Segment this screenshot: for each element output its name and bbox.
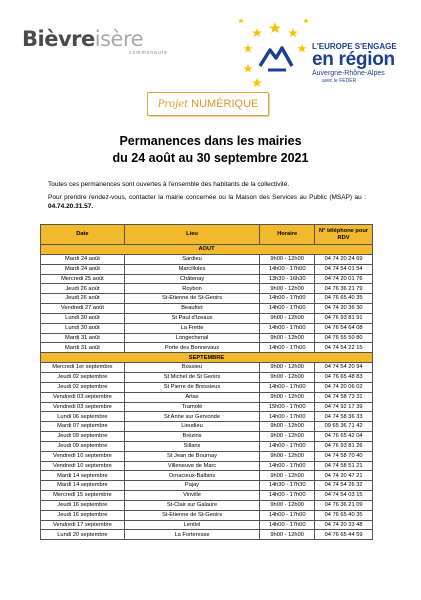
cell-horaire: 14h00 - 17h00	[260, 294, 315, 304]
table-row	[41, 284, 373, 294]
cell-tel: 04 76 93 81 91	[315, 313, 373, 323]
cell-lieu: St-Clair sur Galaure	[124, 500, 259, 510]
table-row	[41, 500, 373, 510]
logo-subtitle: communauté	[129, 50, 168, 56]
bievre-isere-logo	[22, 28, 182, 62]
table-row	[41, 313, 373, 323]
cell-lieu: Porte des Bonnevaux	[124, 343, 259, 353]
table-row	[41, 441, 373, 451]
cell-tel: 04 76 65 44 59	[315, 530, 373, 540]
en-region-text: en région	[312, 49, 395, 70]
table-row	[41, 274, 373, 284]
page-title-line2: du 24 août au 30 septembre 2021	[112, 151, 309, 165]
table-body	[41, 245, 373, 540]
table-row	[41, 461, 373, 471]
cell-lieu: Viriville	[124, 491, 259, 501]
cell-tel: 04 76 54 64 08	[315, 323, 373, 333]
cell-tel: 04 76 65 48 83	[315, 372, 373, 382]
cell-lieu: Lentiol	[124, 520, 259, 530]
table-row	[41, 304, 373, 314]
cell-tel: 04 76 36 21 09	[315, 500, 373, 510]
table-row	[41, 471, 373, 481]
cell-date: Mercredi 1er septembre	[41, 363, 125, 373]
badge-word: NUMÉRIQUE	[191, 98, 259, 110]
section-row	[41, 353, 373, 363]
cell-date: Mercredi 25 août	[41, 274, 125, 284]
cell-horaire: 14h00 - 17h00	[260, 412, 315, 422]
cell-tel: 04 74 58 51 21	[315, 461, 373, 471]
region-name-text: Auvergne-Rhône-Alpes	[312, 70, 385, 77]
cell-tel: 04 74 58 70 40	[315, 451, 373, 461]
projet-numerique-badge	[147, 92, 269, 116]
cell-tel: 04 76 55 50 80	[315, 333, 373, 343]
cell-horaire: 14h00 - 17h00	[260, 264, 315, 274]
cell-date: Vendredi 17 septembre	[41, 520, 125, 530]
cell-lieu: St Anne sur Gervonde	[124, 412, 259, 422]
cell-horaire: 14h00 - 17h00	[260, 382, 315, 392]
cell-horaire: 9h00 - 12h00	[260, 363, 315, 373]
table-row	[41, 412, 373, 422]
cell-date: Jeudi 16 septembre	[41, 500, 125, 510]
cell-lieu: Sardieu	[124, 254, 259, 264]
cell-horaire: 14h00 - 17h00	[260, 343, 315, 353]
cell-horaire: 9h00 - 12h00	[260, 471, 315, 481]
cell-tel: 04 74 20 36 30	[315, 304, 373, 314]
cell-tel: 04 74 54 22 15	[315, 343, 373, 353]
cell-lieu: Lieudieu	[124, 422, 259, 432]
table-header-row	[41, 225, 373, 245]
cell-tel: 04 74 58 36 33	[315, 412, 373, 422]
cell-tel: 04 74 92 17 39	[315, 402, 373, 412]
cell-lieu: Sillans	[124, 441, 259, 451]
table-row	[41, 520, 373, 530]
cell-date: Jeudi 09 septembre	[41, 432, 125, 442]
cell-date: Mardi 31 août	[41, 343, 125, 353]
cell-lieu: Villeneuve de Marc	[124, 461, 259, 471]
table-row	[41, 333, 373, 343]
cell-tel: 04 74 54 26 32	[315, 481, 373, 491]
cell-lieu: Bossieu	[124, 363, 259, 373]
cell-date: Vendredi 27 août	[41, 304, 125, 314]
table-row	[41, 491, 373, 501]
europe-region-logo	[238, 18, 408, 90]
cell-horaire: 9h00 - 12h00	[260, 284, 315, 294]
table-row	[41, 382, 373, 392]
table-row	[41, 510, 373, 520]
table-row	[41, 451, 373, 461]
cell-horaire: 14h00 - 17h00	[260, 323, 315, 333]
intro-contact-text: Pour prendre rendez-vous, contacter la mairie concernée ou la Maison des Services au Public (MSAP) au :	[48, 194, 366, 201]
cell-horaire: 14h30 - 17h30	[260, 481, 315, 491]
cell-date: Mardi 24 août	[41, 254, 125, 264]
cell-tel: 04 74 54 03 15	[315, 491, 373, 501]
cell-tel: 04 76 36 21 79	[315, 284, 373, 294]
cell-lieu: Marcilloles	[124, 264, 259, 274]
cell-lieu: Pajay	[124, 481, 259, 491]
cell-lieu: St-Etienne de St-Geoirs	[124, 510, 259, 520]
section-row	[41, 245, 373, 255]
cell-lieu: Ornacieux-Balbins	[124, 471, 259, 481]
table-row	[41, 363, 373, 373]
header-lieu: Lieu	[124, 225, 259, 245]
cell-horaire: 9h00 - 12h00	[260, 313, 315, 323]
cell-horaire: 9h00 - 12h00	[260, 451, 315, 461]
cell-horaire: 9h00 - 12h00	[260, 333, 315, 343]
cell-tel: 04 74 58 73 31	[315, 392, 373, 402]
feder-text: avec le FEDER	[322, 78, 357, 84]
table-row	[41, 432, 373, 442]
cell-tel: 04 76 65 40 35	[315, 510, 373, 520]
cell-date: Jeudi 02 septembre	[41, 372, 125, 382]
page-title-line1: Permanences dans les mairies	[119, 134, 302, 148]
cell-date: Jeudi 09 septembre	[41, 441, 125, 451]
cell-tel: 04 74 54 01 54	[315, 264, 373, 274]
cell-date: Lundi 30 août	[41, 323, 125, 333]
table-row	[41, 481, 373, 491]
table-row	[41, 264, 373, 274]
header-date: Date	[41, 225, 125, 245]
cell-lieu: St Pierre de Bressieux	[124, 382, 259, 392]
table-row	[41, 254, 373, 264]
cell-date: Mardi 24 août	[41, 264, 125, 274]
cell-tel: 04 74 54 20 94	[315, 363, 373, 373]
cell-horaire: 9h00 - 12h00	[260, 392, 315, 402]
cell-tel: 04 76 93 81 26	[315, 441, 373, 451]
cell-date: Vendredi 03 septembre	[41, 402, 125, 412]
cell-lieu: Châtenay	[124, 274, 259, 284]
cell-lieu: La Forteresse	[124, 530, 259, 540]
cell-lieu: Tramolé	[124, 402, 259, 412]
intro-paragraph-2	[48, 193, 366, 211]
cell-tel: 04 74 20 33 48	[315, 520, 373, 530]
cell-lieu: St Michel de St Geoirs	[124, 372, 259, 382]
header-horaire: Horaire	[260, 225, 315, 245]
cell-tel: 09 65 36 71 42	[315, 422, 373, 432]
cell-horaire: 9h00 - 12h00	[260, 500, 315, 510]
logo-brand-dark: Bièvre	[22, 27, 95, 51]
section-label: AOUT	[41, 245, 373, 255]
permanences-table	[40, 224, 373, 540]
cell-date: Mardi 07 septembre	[41, 422, 125, 432]
intro-text	[48, 180, 366, 215]
cell-lieu: Beaufort	[124, 304, 259, 314]
cell-tel: 04 76 65 40 35	[315, 294, 373, 304]
eu-star-circle-icon	[238, 18, 312, 90]
cell-date: Vendredi 10 septembre	[41, 461, 125, 471]
cell-horaire: 9h00 - 12h00	[260, 422, 315, 432]
cell-horaire: 9h00 - 12h00	[260, 432, 315, 442]
cell-tel: 04 74 20 06 02	[315, 382, 373, 392]
cell-date: Jeudi 26 août	[41, 294, 125, 304]
cell-horaire: 14h00 - 17h00	[260, 491, 315, 501]
table-row	[41, 392, 373, 402]
cell-date: Lundi 20 septembre	[41, 530, 125, 540]
logo-brand-light: isère	[94, 27, 144, 51]
section-label: SEPTEMBRE	[41, 353, 373, 363]
cell-lieu: Artas	[124, 392, 259, 402]
cell-lieu: St-Etienne de St-Geoirs	[124, 294, 259, 304]
cell-horaire: 14h00 - 17h00	[260, 304, 315, 314]
cell-horaire: 9h00 - 12h00	[260, 530, 315, 540]
cell-lieu: Brézins	[124, 432, 259, 442]
table-row	[41, 530, 373, 540]
cell-date: Jeudi 02 septembre	[41, 382, 125, 392]
cell-horaire: 15h00 - 17h00	[260, 402, 315, 412]
cell-date: Jeudi 26 août	[41, 284, 125, 294]
table-row	[41, 372, 373, 382]
cell-tel: 04 76 65 42 04	[315, 432, 373, 442]
cell-date: Mercredi 15 septembre	[41, 491, 125, 501]
cell-date: Lundi 06 septembre	[41, 412, 125, 422]
cell-date: Jeudi 16 septembre	[41, 510, 125, 520]
cell-horaire: 13h30 - 16h30	[260, 274, 315, 284]
table-row	[41, 422, 373, 432]
cell-tel: 04 74 20 01 76	[315, 274, 373, 284]
cell-horaire: 9h00 - 12h00	[260, 372, 315, 382]
table-row	[41, 343, 373, 353]
cell-lieu: Roybon	[124, 284, 259, 294]
badge-prefix: Projet	[157, 98, 189, 110]
cell-date: Lundi 30 août	[41, 313, 125, 323]
header-tel: N° téléphone pour RDV	[315, 225, 373, 245]
table-row	[41, 402, 373, 412]
cell-horaire: 9h00 - 12h00	[260, 254, 315, 264]
cell-lieu: La Frette	[124, 323, 259, 333]
cell-lieu: St Jean de Bournay	[124, 451, 259, 461]
cell-horaire: 14h00 - 17h00	[260, 510, 315, 520]
cell-date: Mardi 31 août	[41, 333, 125, 343]
cell-tel: 04 74 20 24 69	[315, 254, 373, 264]
cell-tel: 04 74 20 47 21	[315, 471, 373, 481]
table-row	[41, 294, 373, 304]
cell-date: Mardi 14 septembre	[41, 471, 125, 481]
cell-horaire: 14h00 - 17h00	[260, 461, 315, 471]
msap-phone: 04.74.20.31.57.	[48, 203, 94, 210]
europe-engage-text: L'EUROPE S'ENGAGE	[312, 42, 397, 51]
cell-date: Vendredi 03 septembre	[41, 392, 125, 402]
intro-paragraph-1: Toutes ces permanences sont ouvertes à l'ensemble des habitants de la collectivité.	[48, 181, 290, 188]
table-row	[41, 323, 373, 333]
cell-horaire: 14h00 - 17h00	[260, 520, 315, 530]
cell-lieu: Longechenal	[124, 333, 259, 343]
cell-lieu: St Paul d'Izeaux	[124, 313, 259, 323]
cell-date: Vendredi 10 septembre	[41, 451, 125, 461]
cell-date: Mardi 14 septembre	[41, 481, 125, 491]
cell-horaire: 14h00 - 17h00	[260, 441, 315, 451]
